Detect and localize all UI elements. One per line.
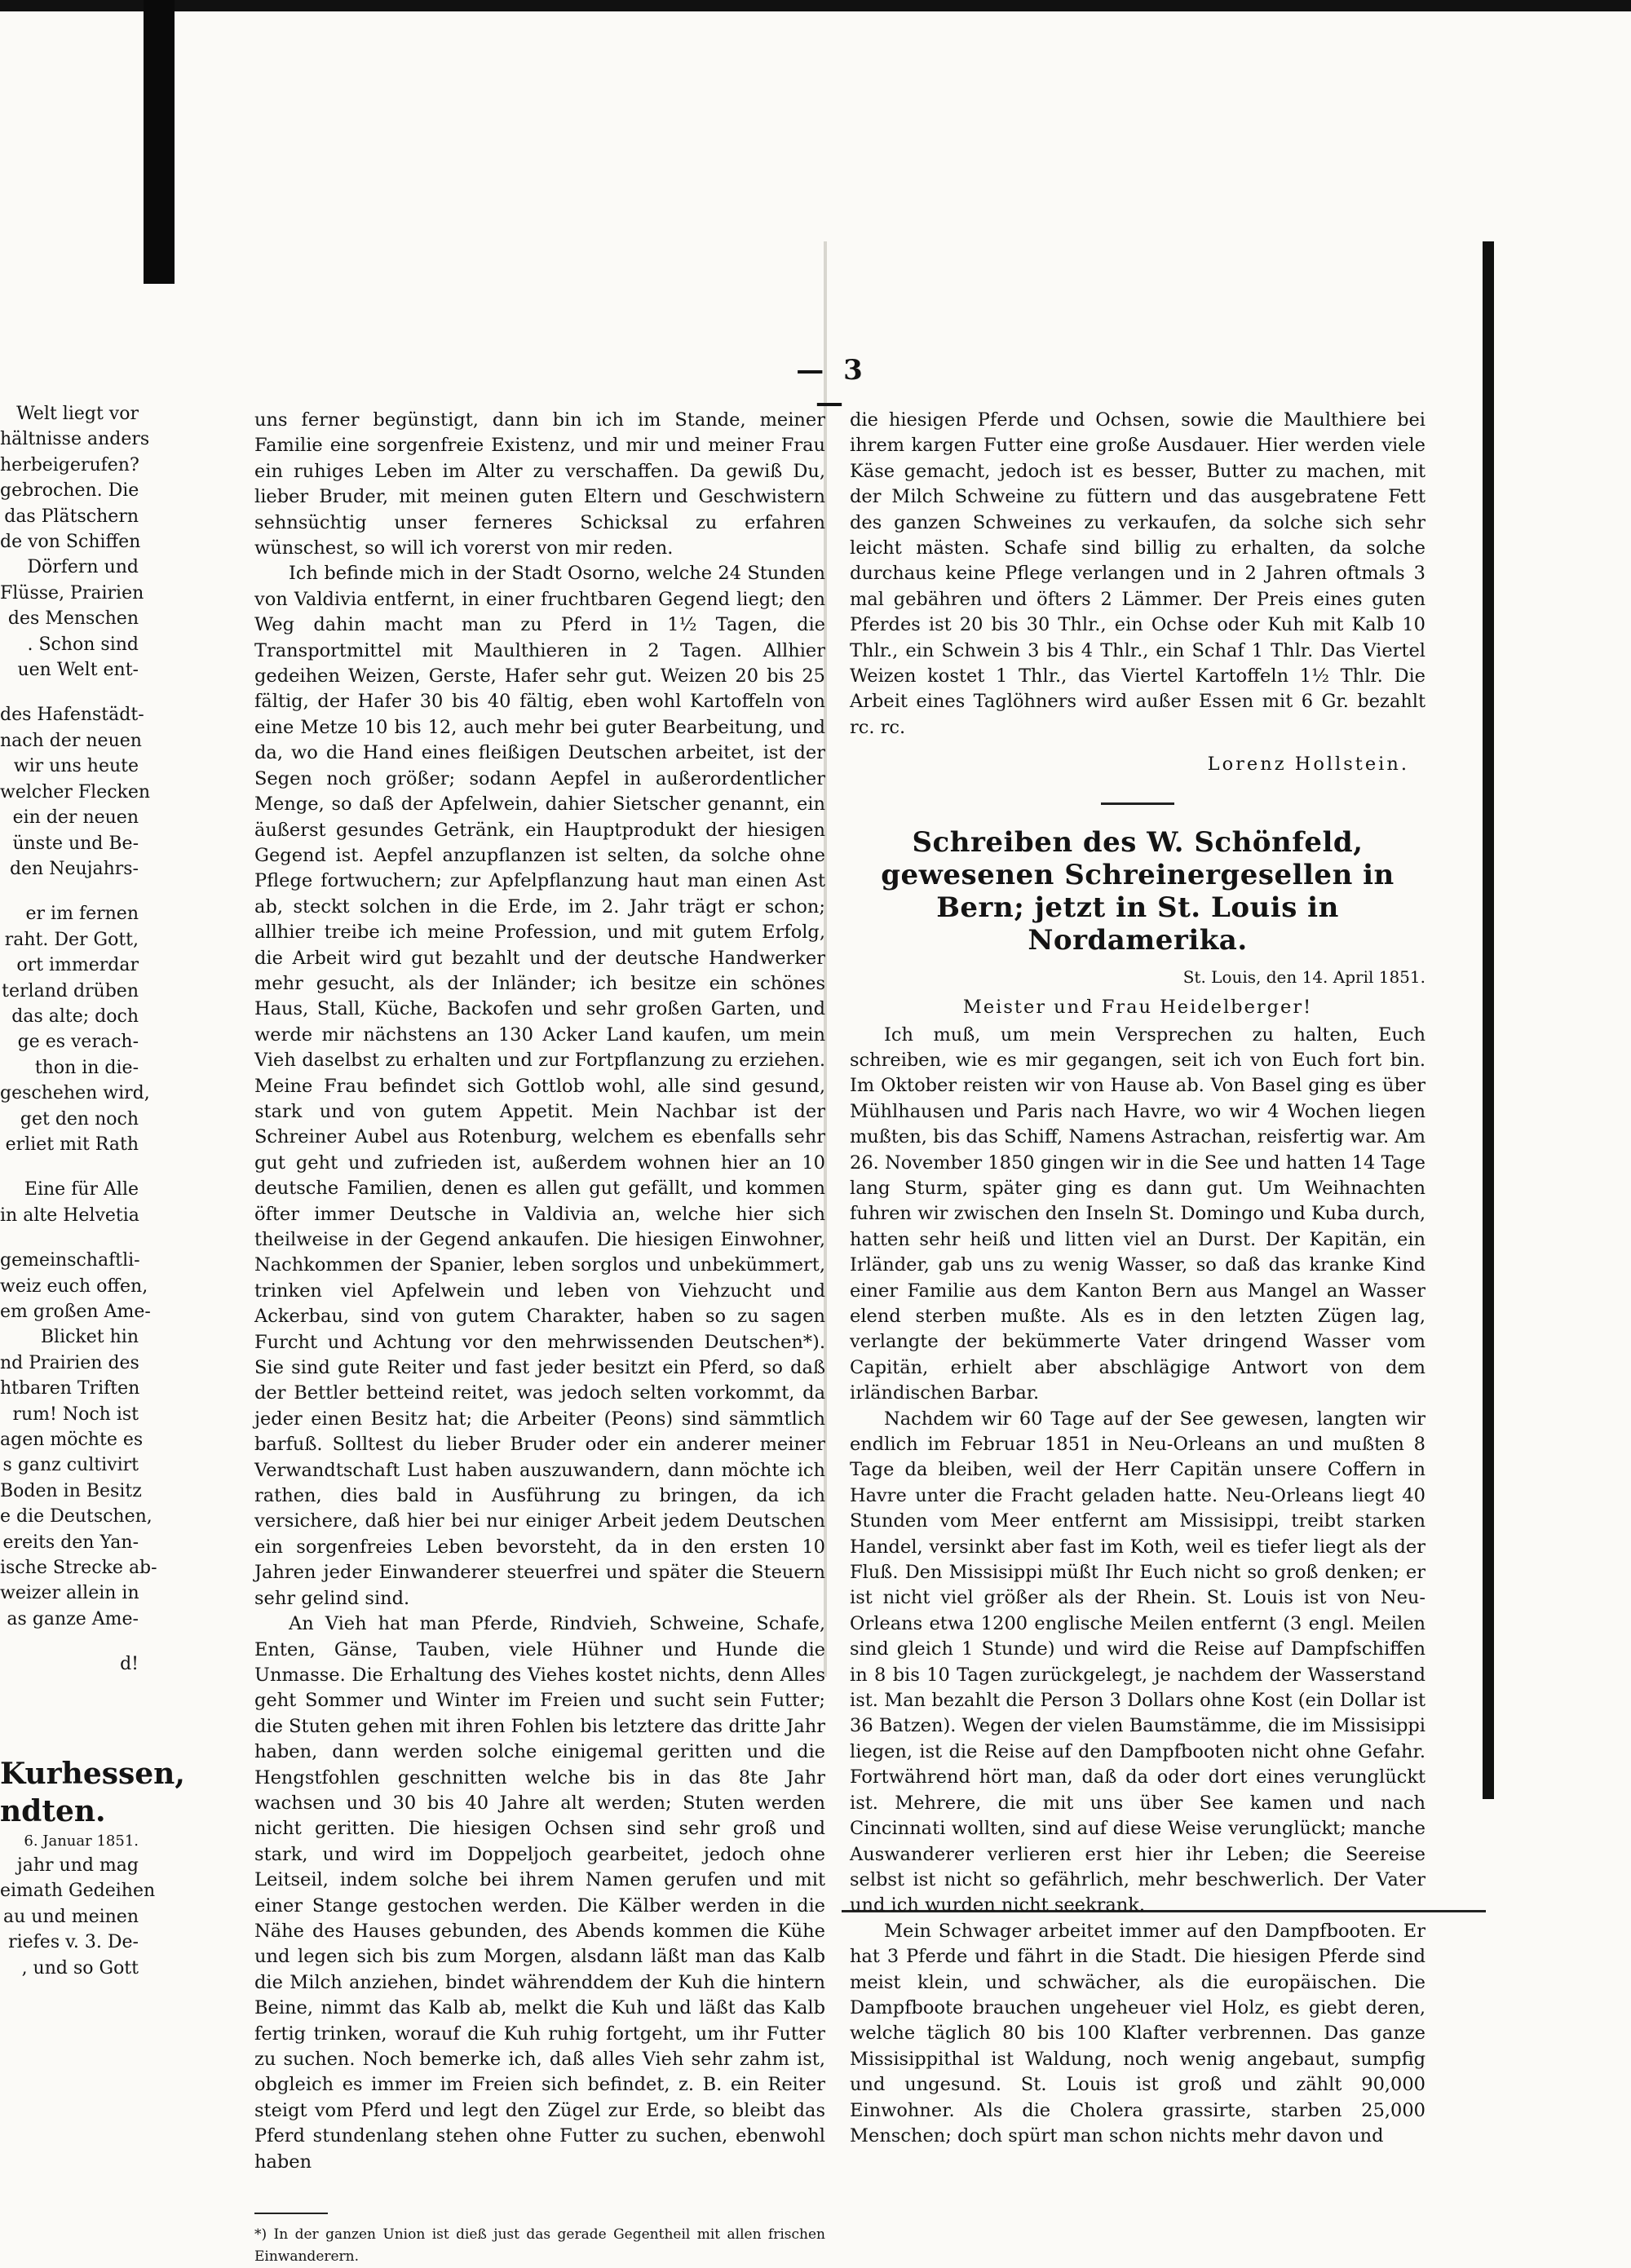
fragment-line: ünste und Be- [12, 833, 139, 854]
fragment-line: erliet mit Rath [5, 1134, 139, 1155]
footnote-rule [254, 2213, 328, 2214]
left-page-fragment-bottom [0, 1755, 185, 1981]
fragment-line: em großen Ame- [0, 1302, 151, 1322]
fragment-line: nd Prairien des [0, 1352, 139, 1373]
fragment-line: geschehen wird, [0, 1083, 150, 1104]
fragment-line: jahr und mag [16, 1855, 139, 1876]
fragment-line: d! [120, 1654, 139, 1675]
fragment-line: das alte; doch [11, 1006, 139, 1027]
fragment-line: hältnisse anders [0, 429, 150, 450]
fragment-line: as ganze Ame- [7, 1608, 139, 1629]
fragment-line: welcher Flecken [0, 781, 151, 802]
footnote: *) In der ganzen Union ist dieß just das gerade Gegentheil mit allen frischen Einwanderern. [254, 2226, 825, 2266]
fragment-line: ge es verach- [17, 1032, 139, 1053]
paragraph: Ich muß, um mein Versprechen zu halten, Euch schreiben, wie es mir gegangen, seit ich von Euch fort bin. Im Oktober reisten wir von Hause ab. Von Basel ging es über Mühlhausen und Paris nach Havre, wo wir 4 Wochen liegen mußten, bis das Schiff, Namens Astrachan, reisfertig war. Am 26. November 1850 gingen wir in die See und hatten 14 Tage lang Sturm, später ging es dann gut. Um Weihnachten fuhren wir zwischen den Inseln St. Domingo und Kuba durch, hatten sehr heiß und litten viel an Durst. Der Kapitän, ein Irländer, gab uns zu wenig Wasser, so daß das kranke Kind einer Familie aus dem Kanton Bern aus Mangel an Wasser elend sterben mußte. Als es in den letzten Zügen lag, verlangte der bekümmerte Vater dringend Wasser vom Capitän, erhielt aber abschlägige Antwort von dem irländischen Barbar. [850, 1023, 1425, 1404]
fragment-line: ort immerdar [16, 955, 139, 976]
fragment-line: . Schon sind [27, 634, 139, 655]
page-number: — 3 — [796, 354, 868, 419]
fragment-gap [0, 683, 139, 702]
fragment-line: terland drüben [2, 980, 139, 1001]
signature: Lorenz Hollstein. [1207, 754, 1409, 776]
fragment-line: Boden in Besitz [0, 1480, 142, 1501]
fragment-line: agen möchte es [0, 1430, 144, 1451]
fragment-line: herbeigerufen? [0, 454, 139, 475]
fragment-line: weiz euch offen, [0, 1275, 148, 1297]
salutation: Meister und Frau Heidelberger! [962, 997, 1313, 1019]
fragment-line: htbaren Triften [0, 1378, 140, 1399]
fragment-line: des Menschen [7, 608, 139, 630]
fragment-headline: Kurhessen, [0, 1757, 185, 1791]
paragraph: An Vieh hat man Pferde, Rindvieh, Schweine, Schafe, Enten, Gänse, Tauben, viele Hühner und Hunde die Unmasse. Die Erhaltung des Viehes kostet nichts, denn Alles geht Sommer und Winter im Freien und sucht sein Futter; die Stuten gehen mit ihren Fohlen bis letztere das dritte Jahr haben, dann werden solche einigemal geritten und die Hengstfohlen geschnitten welche bis in das 8te Jahr wachsen und 30 bis 40 Jahre alt werden; Stuten werden nicht geritten. Die hiesigen Ochsen sind sehr groß und stark, und wird im Doppeljoch gearbeitet, jedoch ohne Leitseil, indem solche bei ihrem Namen gerufen und mit einer Stange gestochen werden. Die Kälber werden in die Nähe des Hauses gebunden, des Abends kommen die Kühe und legen sich bis zum Morgen, alsdann läßt man das Kalb die Milch anziehen, bindet währenddem der Kuh die hintern Beine, nimmt das Kalb ab, melkt die Kuh und läßt das Kalb fertig trinken, worauf die Kuh ruhig fortgeht, um ihr Futter zu suchen. Noch bemerke ich, daß alles Vieh sehr zahm ist, obgleich es immer im Freien sich befindet, z. B. ein Reiter steigt vom Pferd und legt den Zügel zur Erde, so bleibt das Pferd stundenlang stehen ohne Futter zu suchen, ebenwohl haben [254, 1613, 825, 2173]
fragment-line: Blicket hin [40, 1327, 139, 1348]
fragment-date: 6. Januar 1851. [24, 1833, 139, 1850]
fragment-line: rum! Noch ist [12, 1404, 139, 1425]
fragment-line: das Plätschern [4, 506, 139, 527]
fragment-line: des Hafenstädt- [0, 705, 144, 726]
scan-border-top [0, 0, 1631, 11]
fragment-line: Dörfern und [27, 557, 139, 578]
article-headline: Schreiben des W. Schönfeld, gewesenen Schreinergesellen in Bern; jetzt in St. Louis in Nordamerika. [881, 825, 1395, 957]
fragment-line: den Neujahrs- [9, 858, 139, 879]
fragment-line: raht. Der Gott, [4, 929, 139, 950]
fragment-line: in alte Helvetia [0, 1205, 139, 1226]
fragment-headline: ndten. [0, 1794, 106, 1828]
fragment-line: ische Strecke ab- [0, 1558, 157, 1579]
fragment-line: nach der neuen [0, 730, 142, 751]
paragraph: uns ferner begünstigt, dann bin ich im Stande, meiner Familie eine sorgenfreie Existenz, und mir und meiner Frau ein ruhiges Leben im Alter zu verschaffen. Da gewiß Du, lieber Bruder, mit meinen guten Eltern und Geschwistern sehnsüchtig unser ferneres Schicksal zu erfahren wünschest, so will ich vorerst von mir reden. [254, 409, 825, 559]
fragment-line: ein der neuen [12, 807, 139, 829]
binding-shadow [144, 0, 175, 284]
fragment-line: er im fernen [25, 904, 139, 925]
fragment-line: gebrochen. Die [0, 480, 139, 502]
paragraph: Nachdem wir 60 Tage auf der See gewesen, langten wir endlich im Februar 1851 in Neu-Orleans an und mußten 8 Tage da bleiben, weil der Herr Capitän unsere Coffern in Havre unter die Fracht geladen hatte. Neu-Orleans liegt 40 Stunden vom Meer entfernt am Missisippi, treibt starken Handel, versinkt aber fast im Koth, weil es tiefer liegt als der Fluß. Den Missisippi müßt Ihr Euch nicht so groß denken; er ist nicht viel größer als der Rhein. St. Louis ist von Neu-Orleans etwa 1200 englische Meilen entfernt (3 engl. Meilen sind gleich 1 Stunde) und wird die Reise auf Dampfschiffen in 8 bis 10 Tagen zurückgelegt, je nachdem der Wasserstand ist. Man bezahlt die Person 3 Dollars ohne Kost (ein Dollar ist 36 Batzen). Wegen der vielen Baumstämme, die im Missisippi liegen, ist die Reise auf den Dampfbooten nicht ohne Gefahr. Fortwährend hört man, daß da oder dort eines verunglückt ist. Mehrere, die mit uns über See kamen und nach Cincinnati wollten, sind auf diese Weise verunglückt; manche Auswanderer verlieren erst hier ihr Leben; die Seereise selbst ist nicht so gefährlich, mehr beschwerlich. Der Vater und ich wurden nicht seekrank. [850, 1408, 1425, 1917]
fragment-gap [0, 1632, 139, 1651]
fragment-line: , und so Gott [21, 1957, 139, 1978]
fragment-line: riefes v. 3. De- [8, 1932, 139, 1953]
fragment-line: au und meinen [3, 1906, 139, 1927]
paragraph: Mein Schwager arbeitet immer auf den Dampfbooten. Er hat 3 Pferde und fährt in die Stadt. Die hiesigen Pferde sind meist klein, und schwächer, als die europäischen. Die Dampfboote brauchen ungeheuer viel Holz, es giebt deren, welche täglich 80 bis 100 Klafter verbrennen. Das ganze Missisippithal ist Waldung, noch wenig angebaut, sumpfig und ungesund. St. Louis ist groß und zählt 90,000 Einwohner. Als die Cholera grassirte, starben 25,000 Menschen; doch spürt man schon nichts mehr davon und [850, 1920, 1425, 2146]
fragment-gap [0, 1157, 139, 1177]
dateline: St. Louis, den 14. April 1851. [1182, 966, 1425, 987]
fragment-line: s ganz cultivirt [2, 1455, 139, 1476]
fragment-line: gemeinschaftli- [0, 1250, 140, 1271]
article-column-left [254, 408, 825, 2268]
fragment-line: wir uns heute [13, 756, 139, 777]
page-edge-shadow [1483, 241, 1494, 1799]
article-column-right [850, 408, 1425, 2149]
paragraph: die hiesigen Pferde und Ochsen, sowie die Maulthiere bei ihrem kargen Futter eine große Ausdauer. Hier werden viele Käse gemacht, jedoch ist es besser, Butter zu machen, mit der Milch Schweine zu füttern und das ausgebratene Fett des ganzen Schweines zu verkaufen, da solche sich sehr leicht mästen. Schafe sind billig zu erhalten, da solche durchaus keine Pflege verlangen und in 2 Jahren oftmals 3 mal gebähren und öfters 2 Lämmer. Der Preis eines guten Pferdes ist 20 bis 30 Thlr., ein Ochse oder Kuh mit Kalb 10 Thlr., ein Schwein 3 bis 4 Thlr., ein Schaf 1 Thlr. Das Viertel Weizen kostet 1 Thlr., das Viertel Kartoffeln 1½ Thlr. Die Arbeit eines Taglöhners wird außer Essen mit 6 Gr. bezahlt rc. rc. [850, 409, 1425, 738]
fragment-line: get den noch [20, 1108, 139, 1130]
fragment-line: Welt liegt vor [16, 404, 139, 424]
fragment-line: eimath Gedeihen [0, 1881, 156, 1902]
fragment-line: weizer allein in [0, 1583, 139, 1604]
fragment-line: Eine für Alle [24, 1179, 139, 1200]
fragment-line: de von Schiffen [0, 532, 141, 553]
fragment-line: ereits den Yan- [2, 1532, 139, 1553]
fragment-line: uen Welt ent- [17, 660, 139, 681]
fragment-line: thon in die- [34, 1057, 139, 1078]
section-divider [1101, 802, 1174, 805]
fragment-line: Flüsse, Prairien [0, 582, 144, 603]
paragraph: Ich befinde mich in der Stadt Osorno, welche 24 Stunden von Valdivia entfernt, in einer fruchtbaren Gegend liegt; den Weg dahin macht man zu Pferd in 1½ Tagen, die Transportmittel mit Maulthieren in 2 Tagen. Allhier gedeihen Weizen, Gerste, Hafer sehr gut. Weizen 20 bis 25 fältig, der Hafer 30 bis 40 fältig, eben wohl Kartoffeln von eine Metze 10 bis 12, auch mehr bei guter Bearbeitung, und da, wo die Hand eines fleißigen Deutschen arbeitet, ist der Segen noch größer; sodann Aepfel in außerordentlicher Menge, so daß der Apfelwein, dahier Sietscher genannt, ein äußerst gesundes Getränk, ein Hauptprodukt der hiesigen Gegend ist. Aepfel anzupflanzen ist selten, da solche ohne Pflege fortwuchern; zur Apfelpflanzung haut man einen Ast ab, steckt solchen in die Erde, im 2. Jahr trägt er schon; allhier treibe ich meine Profession, und mit gutem Erfolg, die Arbeit wird gut bezahlt und der deutsche Handwerker mehr gesucht, als der Inländer; ich besitze ein schönes Haus, Stall, Küche, Backofen und sehr großen Garten, und werde mir nächstens an 130 Acker Land kaufen, um mein Vieh daselbst zu erhalten und zur Fortpflanzung zu erziehen. Meine Frau befindet sich Gottlob wohl, alle sind gesund, stark und von gutem Appetit. Mein Nachbar ist der Schreiner Aubel aus Rotenburg, welchem es ebenfalls sehr gut geht und zufrieden ist, außerdem wohnen hier an 10 deutsche Familien, denen es allen gut gefällt, und kommen öfter immer Deutsche in Valdivia an, welche hier sich theilweise in der Gegend ankaufen. Die hiesigen Einwohner, Nachkommen der Spanier, leben sorglos und unbekümmert, trinken viel Apfelwein und leben von Viehzucht und Ackerbau, sind von gutem Charakter, haben so zu sagen Furcht und Achtung vor den mehrwissenden Deutschen*). Sie sind gute Reiter und fast jeder besitzt ein Pferd, so daß der Bettler betteind reitet, was jedoch selten vorkommt, da jeder einen Besitz hat; die Arbeiter (Peons) sind sämmtlich barfuß. Solltest du lieber Bruder oder ein anderer meiner Verwandtschaft Lust haben auszuwandern, dann möchte ich rathen, dies bald in Ausführung zu bringen, da ich versichere, daß hier bei nur einiger Arbeit jedem Deutschen ein sorgenfreies Leben bevorsteht, da in den ersten 10 Jahren jeder Einwanderer steuerfrei und später die Steuern sehr gelind sind. [254, 563, 825, 1609]
fragment-gap [0, 882, 139, 901]
fragment-gap [0, 1228, 139, 1248]
left-page-fragment [0, 401, 157, 1678]
fragment-line: e die Deutschen, [0, 1506, 152, 1527]
